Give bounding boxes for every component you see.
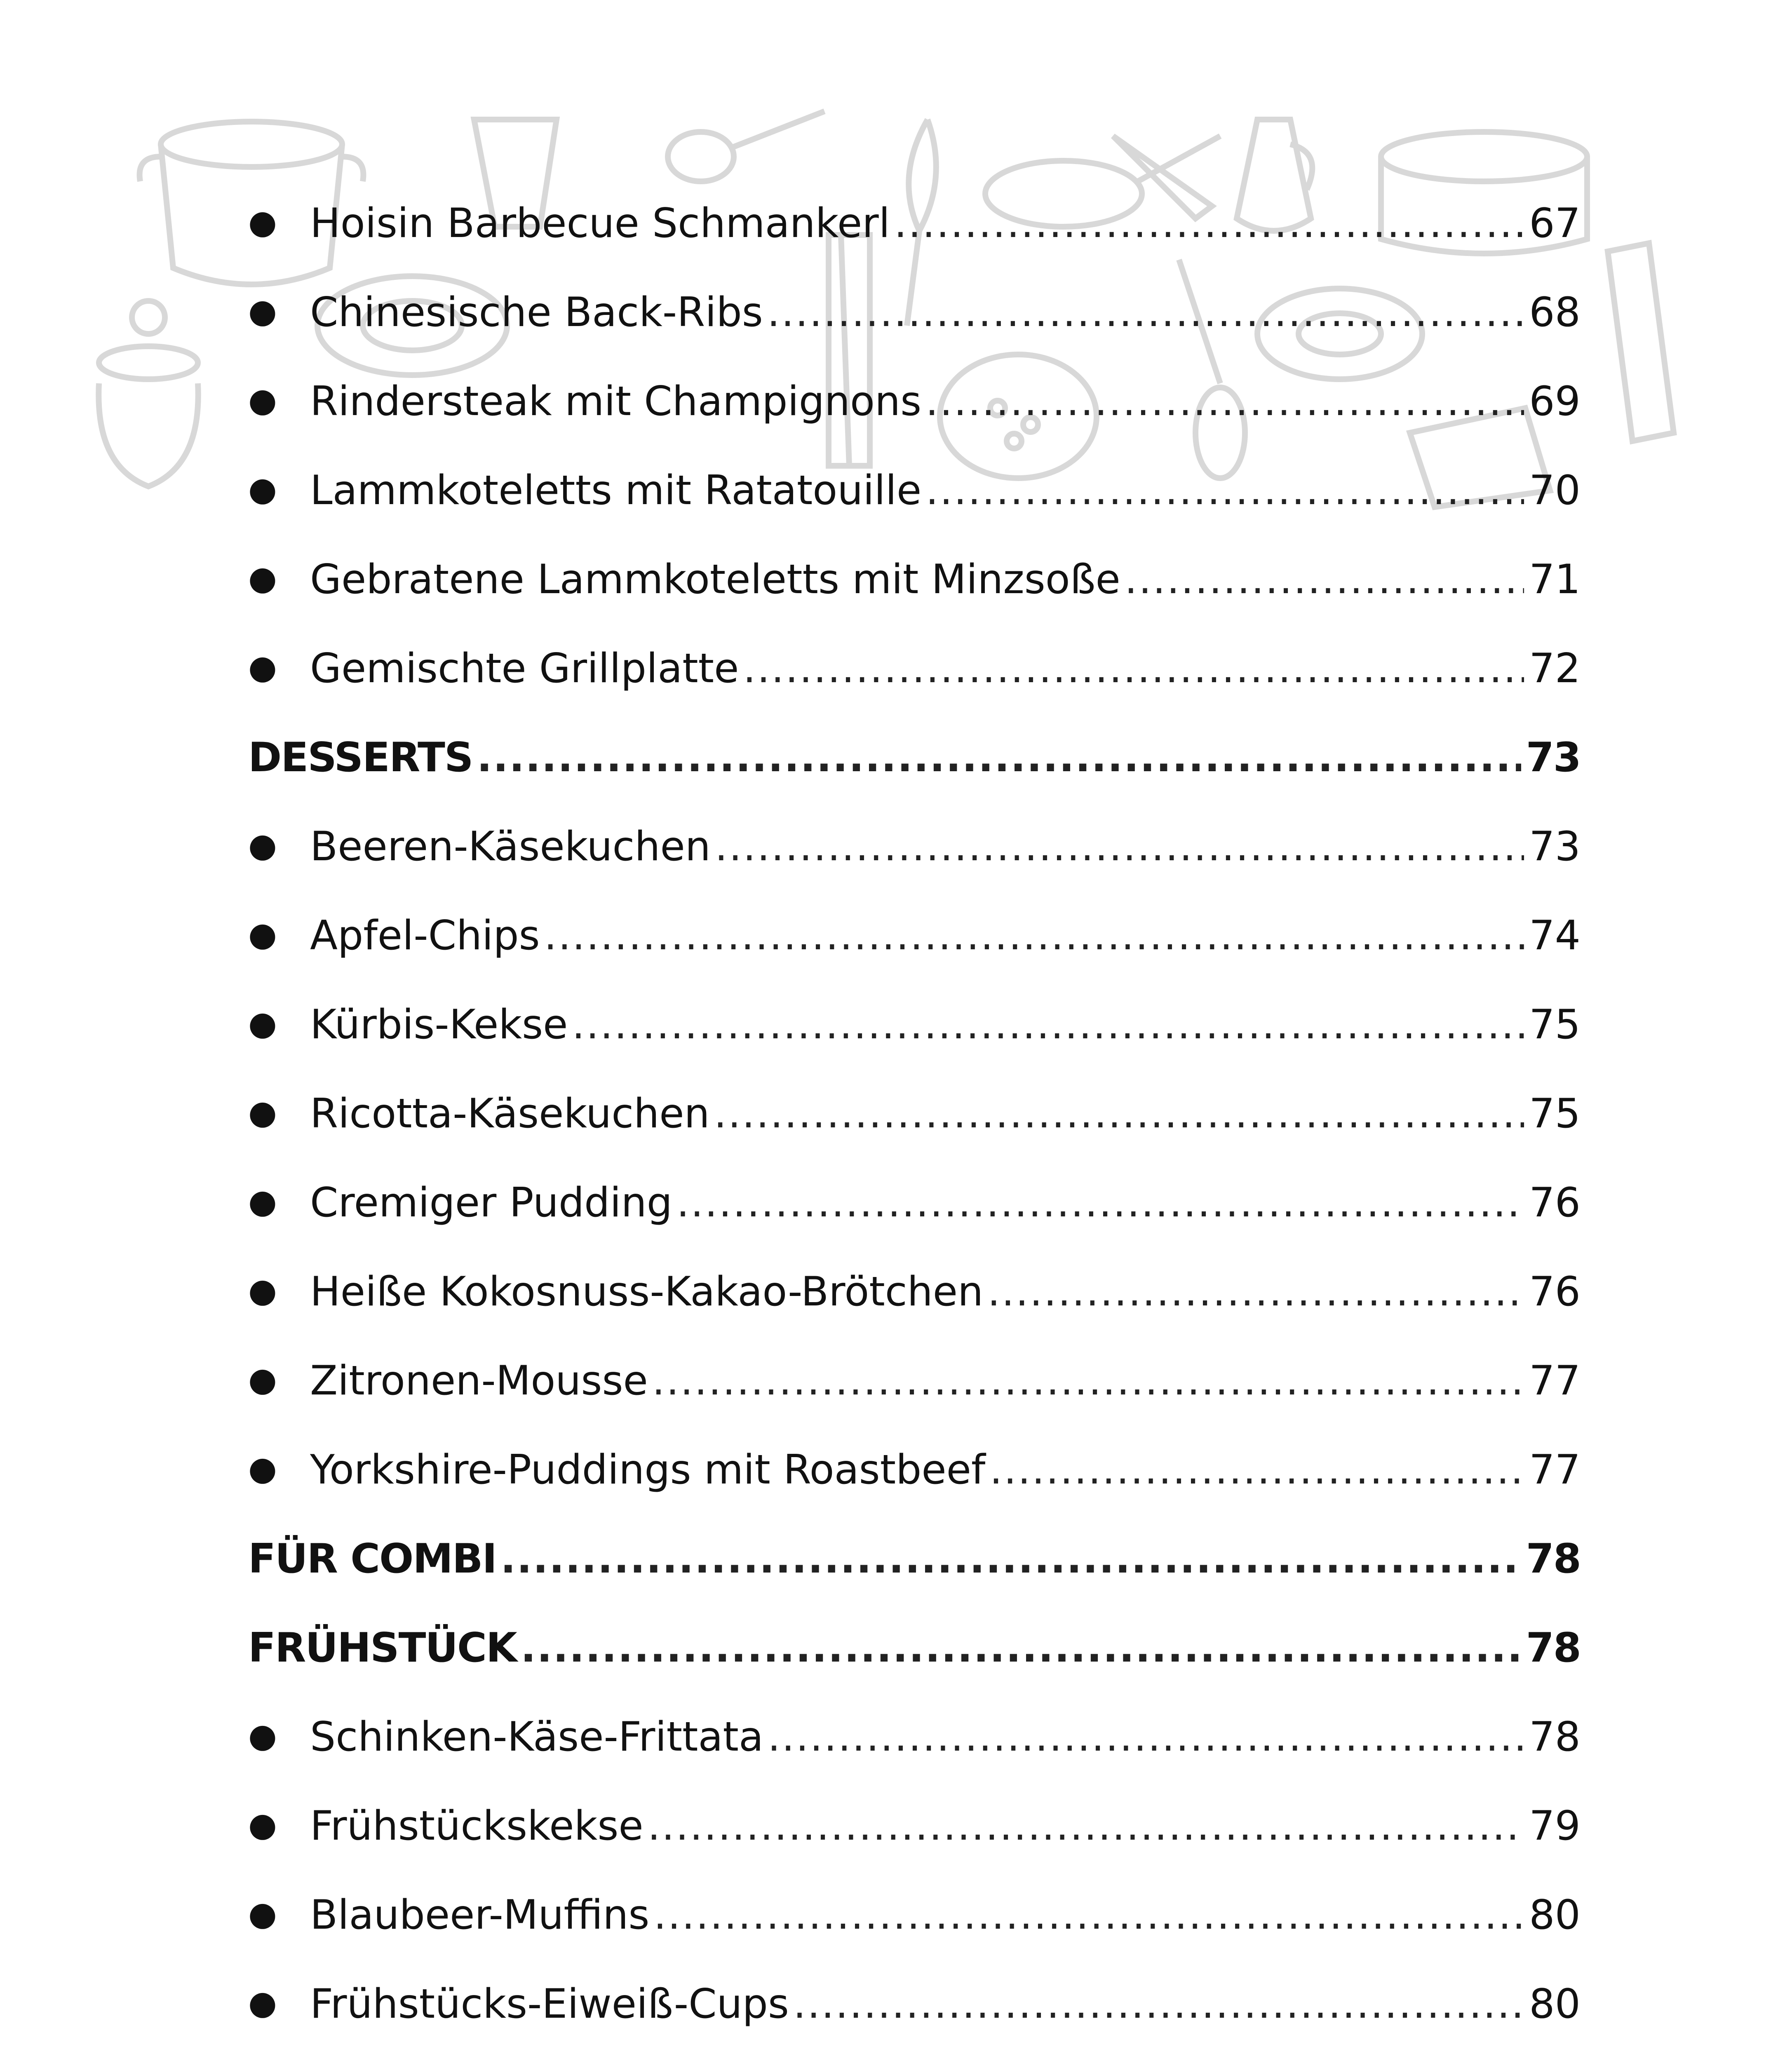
bullet-icon: ●	[248, 648, 277, 686]
toc-entry-title: Yorkshire-Puddings mit Roastbeef	[310, 1446, 986, 1493]
toc-entry-page: 74	[1529, 912, 1581, 959]
toc-section-page: 78	[1526, 1624, 1581, 1671]
dot-leader	[767, 292, 1524, 333]
dot-leader	[477, 737, 1521, 778]
toc-entry-title: Cremiger Pudding	[310, 1179, 672, 1226]
toc-entry[interactable]	[248, 378, 1581, 470]
toc-entry-page: 76	[1529, 1268, 1581, 1315]
toc-section-heading[interactable]	[248, 734, 1581, 826]
bullet-icon: ●	[248, 1004, 277, 1042]
grater-icon	[1608, 243, 1674, 441]
toc-entry-page: 75	[1529, 1001, 1581, 1048]
toc-entry-title: Hoisin Barbecue Schmankerl	[310, 200, 890, 247]
dot-leader	[793, 1984, 1524, 2024]
toc-entry[interactable]	[248, 1714, 1581, 1806]
toc-section-title: FRÜHSTÜCK	[248, 1624, 517, 1671]
bullet-icon: ●	[248, 1271, 277, 1310]
toc-entry[interactable]	[248, 823, 1581, 915]
toc-entry-page: 69	[1529, 378, 1581, 425]
toc-entry[interactable]	[248, 289, 1581, 381]
toc-entry[interactable]	[248, 1090, 1581, 1183]
toc-entry-page: 76	[1529, 1179, 1581, 1226]
dot-leader	[714, 1094, 1524, 1134]
toc-entry[interactable]	[248, 912, 1581, 1005]
toc-entry-page: 72	[1529, 645, 1581, 692]
dot-leader	[500, 1539, 1521, 1579]
dot-leader	[715, 826, 1524, 867]
dot-leader	[652, 1361, 1524, 1401]
dot-leader	[544, 915, 1524, 956]
toc-entry[interactable]	[248, 1268, 1581, 1361]
toc-entry-title: Gebratene Lammkoteletts mit Minzsoße	[310, 556, 1120, 603]
bullet-icon: ●	[248, 1182, 277, 1221]
bullet-icon: ●	[248, 381, 277, 419]
toc-entry-title: Chinesische Back-Ribs	[310, 289, 763, 336]
dot-leader	[894, 203, 1524, 244]
toc-entry-page: 79	[1529, 1803, 1581, 1850]
dot-leader	[768, 1717, 1524, 1757]
toc-entry-title: Rindersteak mit Champignons	[310, 378, 922, 425]
dot-leader	[676, 1183, 1524, 1223]
table-of-contents	[248, 200, 1581, 2061]
toc-entry-page: 77	[1529, 1357, 1581, 1404]
bullet-icon: ●	[248, 1093, 277, 1131]
dot-leader	[521, 1628, 1521, 1668]
toc-entry-title: Schinken-Käse-Frittata	[310, 1714, 764, 1761]
bullet-icon: ●	[248, 1360, 277, 1399]
toc-entry-title: Blaubeer-Muffins	[310, 1892, 650, 1939]
dot-leader	[1125, 559, 1524, 600]
toc-entry[interactable]	[248, 467, 1581, 559]
dot-leader	[653, 1895, 1524, 1935]
bullet-icon: ●	[248, 1984, 277, 2022]
toc-entry-page: 70	[1529, 467, 1581, 514]
bullet-icon: ●	[248, 826, 277, 864]
toc-section-title: FÜR COMBI	[248, 1535, 497, 1582]
toc-entry[interactable]	[248, 1446, 1581, 1539]
toc-entry-title: Lammkoteletts mit Ratatouille	[310, 467, 922, 514]
toc-entry-page: 68	[1529, 289, 1581, 336]
toc-entry[interactable]	[248, 1803, 1581, 1895]
toc-entry[interactable]	[248, 1179, 1581, 1272]
toc-entry-title: Zitronen-Mousse	[310, 1357, 648, 1404]
toc-section-heading[interactable]	[248, 1535, 1581, 1628]
toc-entry-page: 77	[1529, 1446, 1581, 1493]
toc-entry-title: Frühstücks-Eiweiß-Cups	[310, 1981, 789, 2028]
bullet-icon: ●	[248, 915, 277, 953]
bullet-icon: ●	[248, 1449, 277, 1488]
toc-section-page: 78	[1526, 1535, 1581, 1582]
toc-entry[interactable]	[248, 645, 1581, 737]
dot-leader	[572, 1005, 1524, 1045]
toc-entry-page: 67	[1529, 200, 1581, 247]
toc-entry[interactable]	[248, 200, 1581, 292]
toc-entry-title: Kürbis-Kekse	[310, 1001, 568, 1048]
toc-entry-page: 73	[1529, 823, 1581, 870]
dot-leader	[925, 381, 1524, 422]
dot-leader	[925, 470, 1524, 511]
toc-entry[interactable]	[248, 1981, 1581, 2061]
toc-section-title: DESSERTS	[248, 734, 473, 781]
toc-entry-page: 80	[1529, 1981, 1581, 2028]
toc-entry[interactable]	[248, 1357, 1581, 1450]
toc-entry-title: Gemischte Grillplatte	[310, 645, 739, 692]
toc-section-heading[interactable]	[248, 1624, 1581, 1717]
dot-leader	[648, 1806, 1524, 1846]
bullet-icon: ●	[248, 292, 277, 330]
toc-entry-page: 80	[1529, 1892, 1581, 1939]
toc-entry-title: Frühstückskekse	[310, 1803, 644, 1850]
toc-entry[interactable]	[248, 556, 1581, 648]
bullet-icon: ●	[248, 559, 277, 597]
pot-icon	[99, 301, 198, 486]
dot-leader	[743, 648, 1524, 689]
toc-entry-title: Ricotta-Käsekuchen	[310, 1090, 710, 1137]
ladle-icon	[668, 111, 824, 181]
toc-entry[interactable]	[248, 1892, 1581, 1984]
bullet-icon: ●	[248, 203, 277, 241]
bullet-icon: ●	[248, 1805, 277, 1844]
bullet-icon: ●	[248, 470, 277, 508]
toc-entry-page: 75	[1529, 1090, 1581, 1137]
toc-entry-page: 78	[1529, 1714, 1581, 1761]
dot-leader	[987, 1272, 1524, 1312]
dot-leader	[989, 1450, 1524, 1490]
toc-section-page: 73	[1526, 734, 1581, 781]
toc-entry-title: Beeren-Käsekuchen	[310, 823, 711, 870]
bullet-icon: ●	[248, 1894, 277, 1933]
toc-entry-page: 71	[1529, 556, 1581, 603]
toc-entry-title: Heiße Kokosnuss-Kakao-Brötchen	[310, 1268, 984, 1315]
bullet-icon: ●	[248, 1716, 277, 1755]
toc-entry-title: Apfel-Chips	[310, 912, 540, 959]
toc-entry[interactable]	[248, 1001, 1581, 1094]
